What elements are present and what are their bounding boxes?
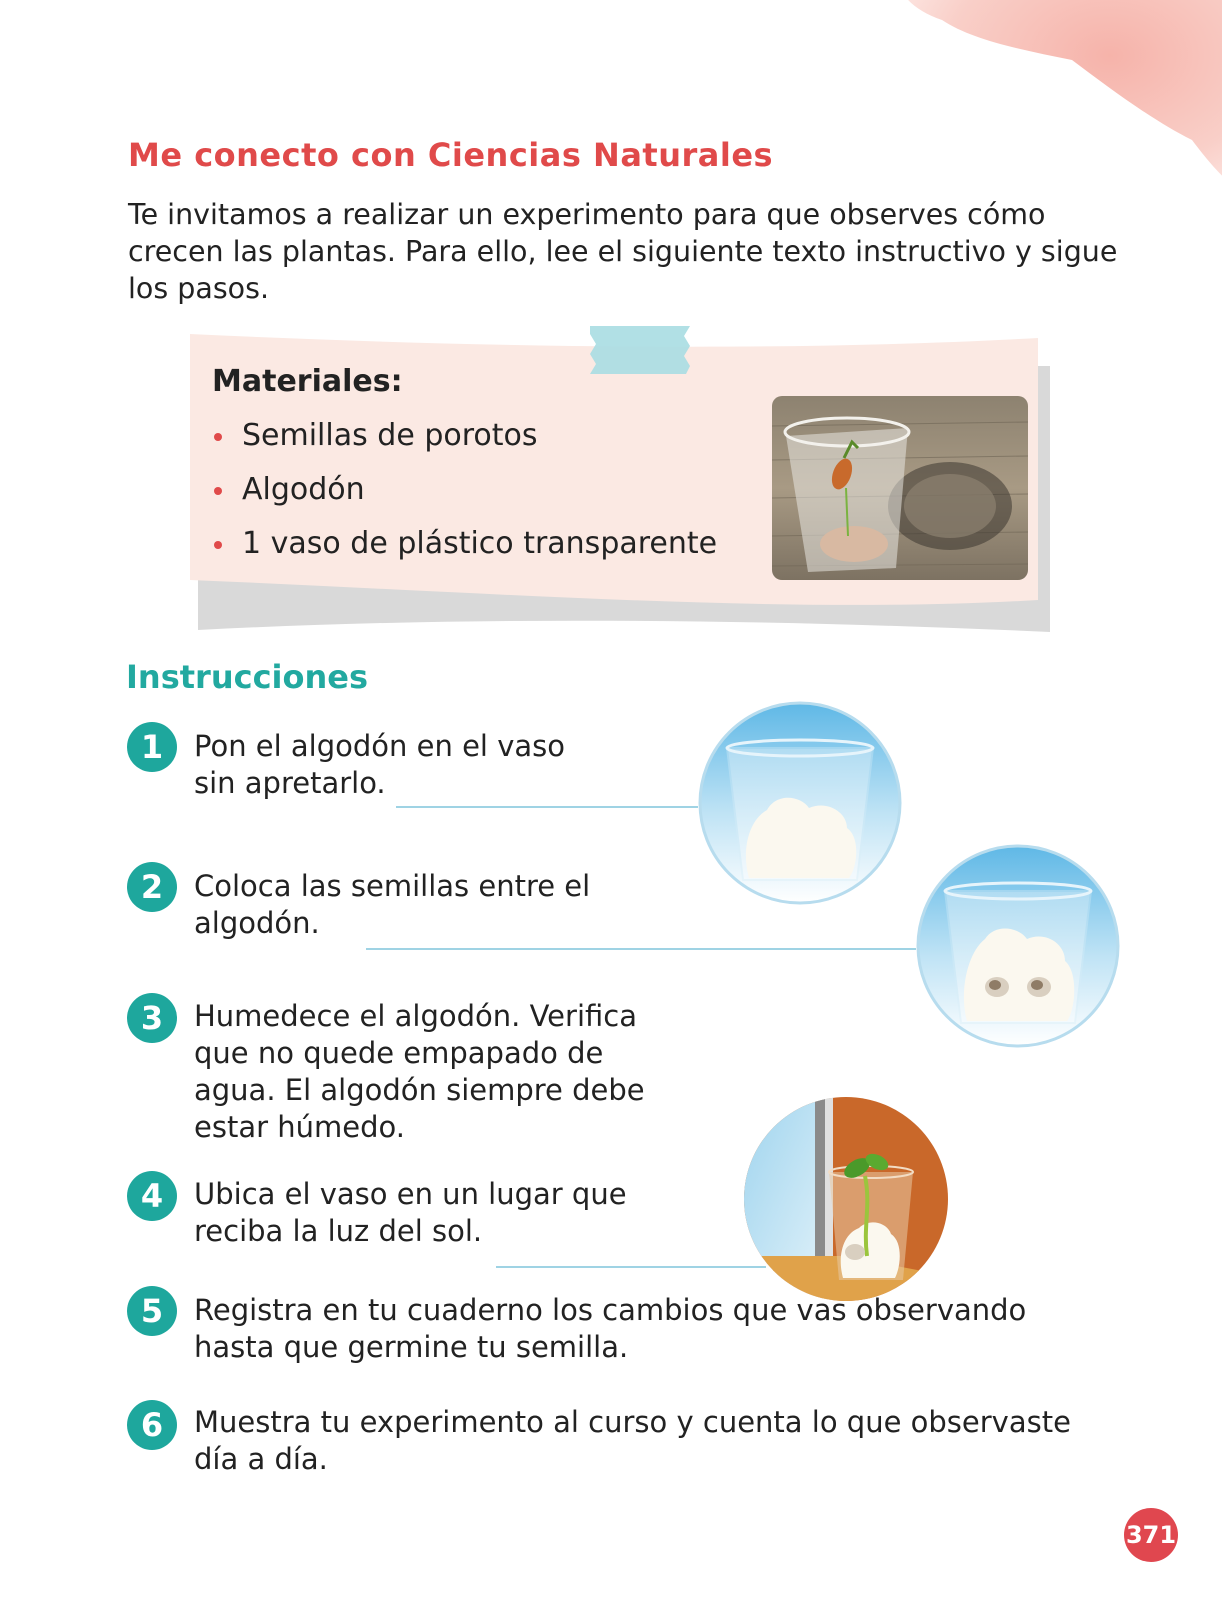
cotton-cup-illustration xyxy=(697,700,903,906)
materials-item: 1 vaso de plástico transparente xyxy=(212,524,717,578)
cup-photo xyxy=(772,396,1028,580)
tape-strip xyxy=(588,324,692,376)
bullet-icon xyxy=(214,487,222,495)
leader-line-1 xyxy=(396,806,698,808)
step-text-6: Muestra tu experimento al curso y cuenta lo que observaste día a día. xyxy=(194,1405,1071,1476)
step-text-5: Registra en tu cuaderno los cambios que vas observando hasta que germine tu semilla. xyxy=(194,1293,1027,1364)
step-text-4: Ubica el vaso en un lugar que reciba la luz del sol. xyxy=(194,1177,627,1248)
section-title: Me conecto con Ciencias Naturales xyxy=(128,136,774,174)
materials-item: Semillas de porotos xyxy=(212,416,717,470)
seeds-cup-illustration xyxy=(915,843,1121,1049)
step-number-2: 2 xyxy=(127,862,177,912)
step-number-1: 1 xyxy=(127,722,177,772)
intro-paragraph: Te invitamos a realizar un experimento para que observes cómo crecen las plantas. Para ello, lee el siguiente texto instructivo y sigue los pasos. xyxy=(128,198,1118,305)
materials-item: Algodón xyxy=(212,470,717,524)
step-number-3: 3 xyxy=(127,993,177,1043)
bullet-icon xyxy=(214,541,222,549)
materials-title: Materiales: xyxy=(212,364,403,399)
materials-list xyxy=(212,416,717,578)
watercolor-decoration xyxy=(862,0,1222,210)
step-text-1: Pon el algodón en el vaso sin apretarlo. xyxy=(194,729,565,800)
sprout-window-illustration xyxy=(743,1096,949,1302)
leader-line-2 xyxy=(366,948,916,950)
instructions-title: Instrucciones xyxy=(126,658,369,696)
step-number-5: 5 xyxy=(127,1286,177,1336)
step-text-3: Humedece el algodón. Verifica que no quede empapado de agua. El algodón siempre debe estar húmedo. xyxy=(194,999,645,1144)
bullet-icon xyxy=(214,433,222,441)
step-number-4: 4 xyxy=(127,1171,177,1221)
step-number-6: 6 xyxy=(127,1400,177,1450)
page-number: 371 xyxy=(1124,1508,1178,1562)
leader-line-4 xyxy=(496,1266,766,1268)
step-text-2: Coloca las semillas entre el algodón. xyxy=(194,869,591,940)
